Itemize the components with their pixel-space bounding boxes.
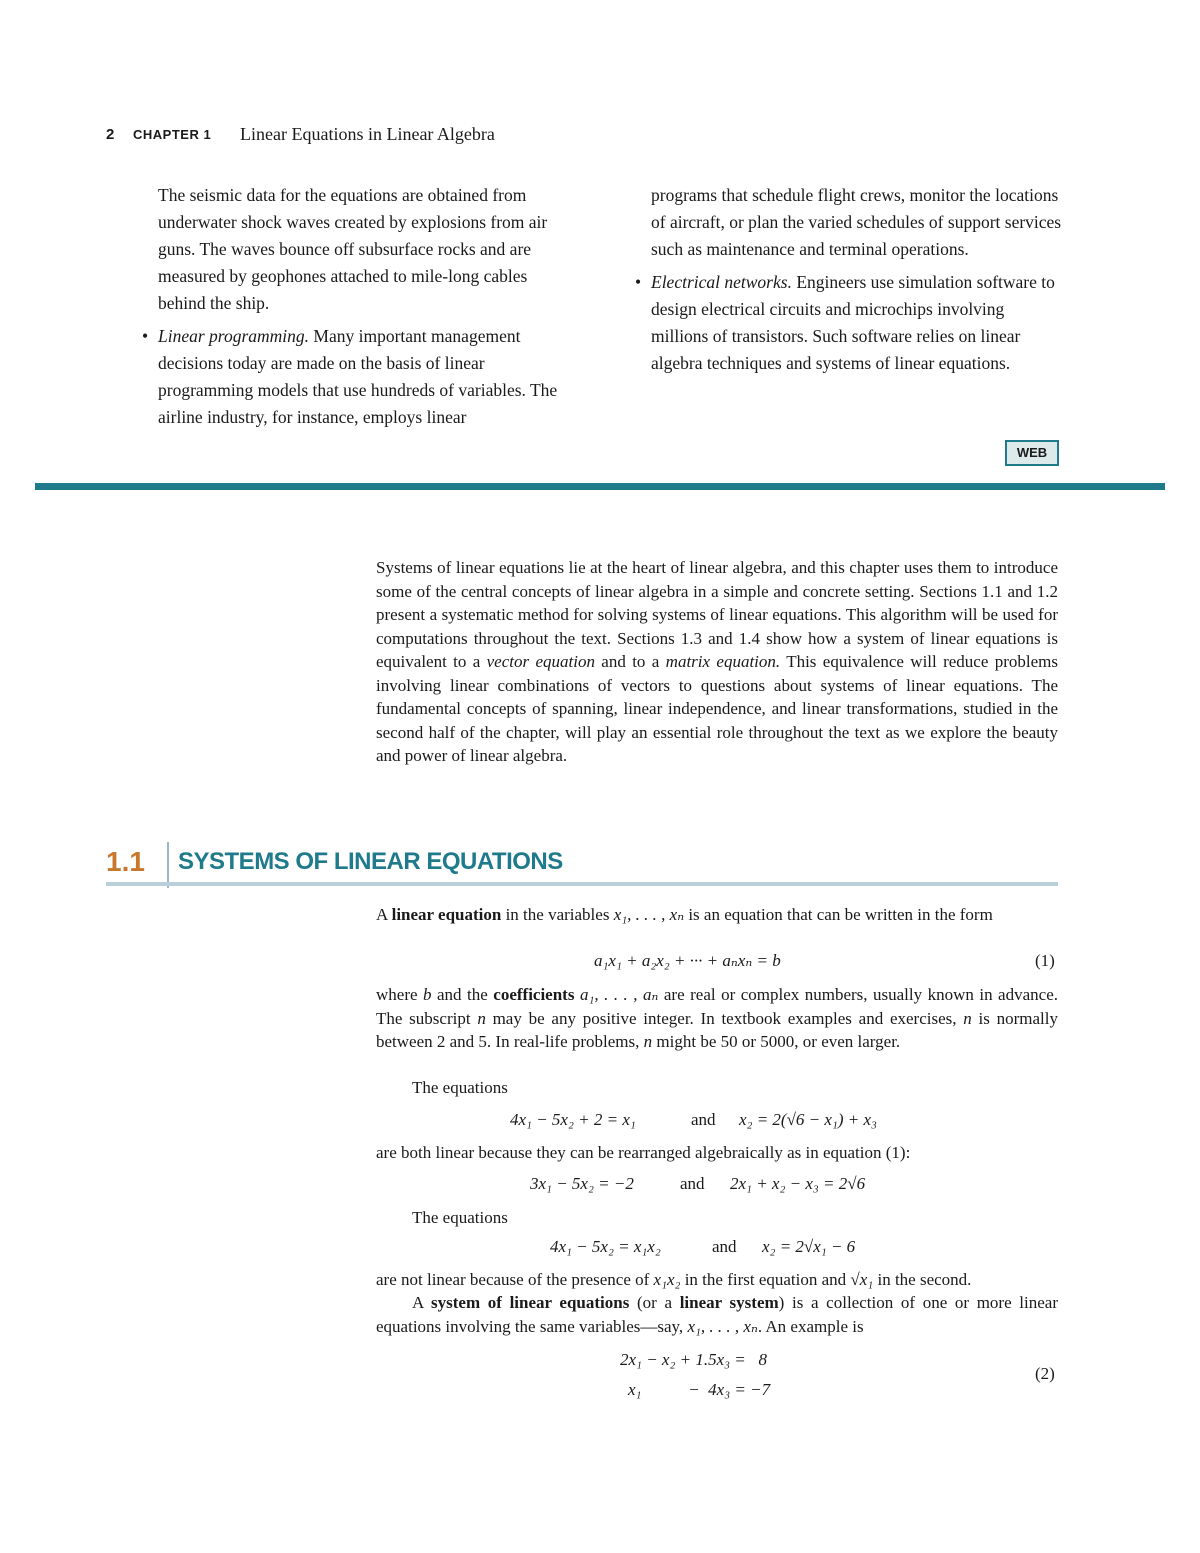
- and-word: and: [712, 1237, 737, 1256]
- intro-text: and to a: [594, 652, 666, 671]
- equation-number: (2): [1035, 1364, 1055, 1383]
- not-linear-text: are not linear because of the presence of x₁x₂ in the first equation and √x₁ in the second.: [376, 1270, 972, 1289]
- term-system-of-linear-equations: system of linear equations: [431, 1293, 630, 1312]
- bullet-text: Many important management decisions today are made on the basis of linear programming models that use hundreds of variables. The airline industry, for instance, employs linear: [158, 326, 558, 427]
- equation-nonlinear-b: x₂ = 2√x₁ − 6: [762, 1237, 856, 1256]
- bullet-electrical-networks: [635, 269, 1063, 377]
- and-word: and: [691, 1110, 716, 1129]
- divider-rule: [35, 483, 1165, 490]
- system-definition: A system of linear equations (or a linear system) is a collection of one or more linear equations involving the same variables—say, x₁, . . . , xₙ. An example is: [376, 1293, 1058, 1336]
- equation-rearranged-a: 3x₁ − 5x₂ = −2: [530, 1174, 634, 1193]
- where-paragraph: where b and the coefficients a₁, . . . , aₙ are real or complex numbers, usually known in advance. The subscript n may be any positive integer. In textbook examples and exercises, n is normally between 2 and 5. In real-life problems, n might be 50 or 5000, or even larger.: [376, 985, 1058, 1051]
- left-paragraph: The seismic data for the equations are obtained from underwater shock waves created by explosions from air guns. The waves bounce off subsurface rocks and are measured by geophones attached to mile-long cables behind the ship.: [158, 185, 548, 313]
- equation-rearranged-b: 2x₁ + x₂ − x₃ = 2√6: [730, 1174, 866, 1193]
- both-linear-text: are both linear because they can be rearranged algebraically as in equation (1):: [376, 1143, 911, 1162]
- page-number: 2: [106, 126, 115, 143]
- intro-text: This equivalence will reduce problems involving linear combinations of vectors to questions about systems of linear equations. The fundamental concepts of spanning, linear independence, and linear transformations, studied in the second half of the chapter, will play an essential role throughout the text as we explore the beauty and power of linear algebra.: [376, 652, 1058, 765]
- term-linear-equation: linear equation: [391, 905, 502, 924]
- equation-number: (1): [1035, 951, 1055, 970]
- chapter-title: Linear Equations in Linear Algebra: [240, 124, 495, 144]
- term-coefficients: coefficients: [493, 985, 575, 1004]
- equation-1: a₁x₁ + a₂x₂ + ··· + aₙxₙ = b: [594, 951, 781, 970]
- term-linear-system: linear system: [679, 1293, 779, 1312]
- intro-emphasis: matrix equation.: [665, 652, 781, 671]
- bullet-title: Linear programming.: [158, 326, 310, 346]
- system-row-1: 2x₁ − x₂ + 1.5x₃ = 8: [620, 1350, 768, 1369]
- right-paragraph: programs that schedule flight crews, monitor the locations of aircraft, or plan the varied schedules of support services such as maintenance and terminal operations.: [651, 185, 1062, 259]
- chapter-intro: [376, 556, 1058, 768]
- bullet-text: Engineers use simulation software to design electrical circuits and microchips involving millions of transistors. Such software relies on linear algebra techniques and systems of linear equations.: [651, 272, 1055, 373]
- web-badge[interactable]: WEB: [1005, 440, 1059, 466]
- equation-nonlinear-a: 4x₁ − 5x₂ = x₁x₂: [550, 1237, 661, 1256]
- and-word: and: [680, 1174, 705, 1193]
- equation-linear-a: 4x₁ − 5x₂ + 2 = x₁: [510, 1110, 636, 1129]
- section-number: 1.1: [106, 846, 145, 877]
- the-equations-label: The equations: [412, 1208, 508, 1227]
- bullet-title: Electrical networks.: [651, 272, 792, 292]
- equation-linear-b: x₂ = 2(√6 − x₁) + x₃: [739, 1110, 877, 1129]
- system-row-2: x₁ − 4x₃ = −7: [628, 1380, 771, 1399]
- intro-emphasis: vector equation: [486, 652, 595, 671]
- bullet-dot-icon: •: [142, 326, 149, 346]
- the-equations-label: The equations: [412, 1078, 508, 1097]
- intro-text: Systems of linear equations lie at the heart of linear algebra, and this chapter uses them to introduce some of the central concepts of linear algebra in a simple and concrete setting. Sections 1.1 and 1.2 present a systematic method for solving systems of linear equations. This algorithm will be used for computations throughout the text. Sections 1.3 and 1.4 show how a system of linear equations is equivalent to a: [376, 558, 1058, 671]
- bullet-linear-programming: [142, 323, 568, 431]
- section-rule: [106, 882, 1058, 886]
- definition-paragraph: A linear equation in the variables x₁, . . . , xₙ is an equation that can be written in the form: [376, 905, 993, 924]
- section-title: SYSTEMS OF LINEAR EQUATIONS: [178, 848, 563, 875]
- left-column: [142, 182, 568, 431]
- right-column: [635, 182, 1063, 377]
- chapter-label: CHAPTER 1: [133, 127, 212, 142]
- bullet-dot-icon: •: [635, 272, 642, 292]
